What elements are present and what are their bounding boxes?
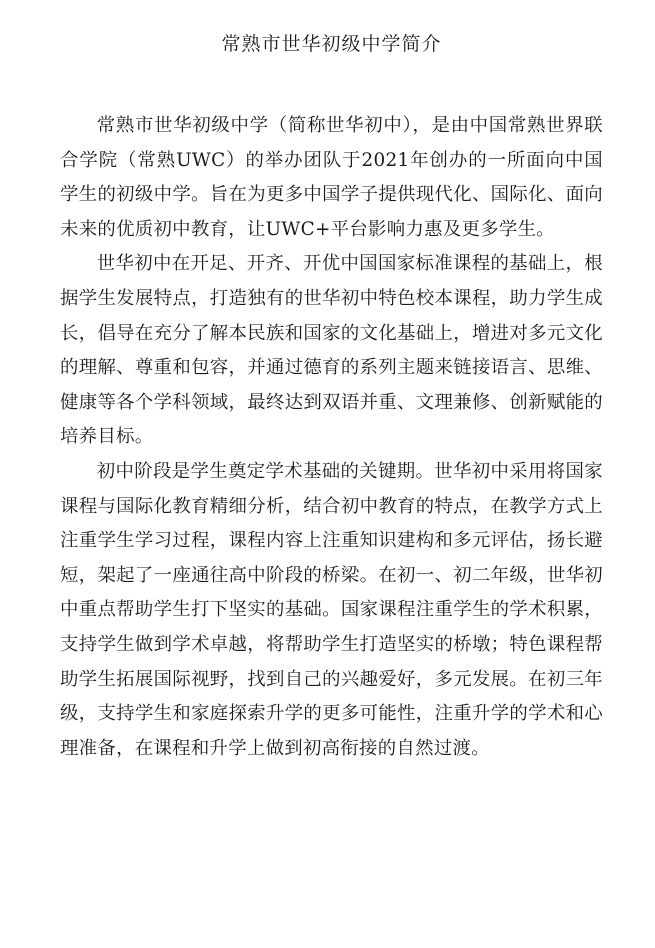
document-body bbox=[60, 109, 603, 766]
document-title: 常熟市世华初级中学简介 bbox=[221, 33, 442, 55]
paragraph-curriculum: 世华初中在开足、开齐、开优中国国家标准课程的基础上，根据学生发展特点，打造独有的世华初中特色校本课程，助力学生成长，倡导在充分了解本民族和国家的文化基础上，增进对多元文化的理解、尊重和包容，并通过德育的系列主题来链接语言、思维、健康等各个学科领域，最终达到双语并重、文理兼修、创新赋能的培养目标。 bbox=[60, 253, 603, 448]
paragraph-junior-stage: 初中阶段是学生奠定学术基础的关键期。世华初中采用将国家课程与国际化教育精细分析，结合初中教育的特点，在教学方式上注重学生学习过程，课程内容上注重知识建构和多元评估，扬长避短，架起了一座通往高中阶段的桥梁。在初一、初二年级，世华初中重点帮助学生打下坚实的基础。国家课程注重学生的学术积累，支持学生做到学术卓越，将帮助学生打造坚实的桥墩；特色课程帮助学生拓展国际视野，找到自己的兴趣爱好，多元发展。在初三年级，支持学生和家庭探索升学的更多可能性，注重升学的学术和心理准备，在课程和升学上做到初高衔接的自然过渡。 bbox=[60, 460, 603, 759]
paragraph-intro: 常熟市世华初级中学（简称世华初中），是由中国常熟世界联合学院（常熟UWC）的举办团队于2021年创办的一所面向中国学生的初级中学。旨在为更多中国学子提供现代化、国际化、面向未来的优质初中教育，让UWC+平台影响力惠及更多学生。 bbox=[60, 115, 603, 240]
